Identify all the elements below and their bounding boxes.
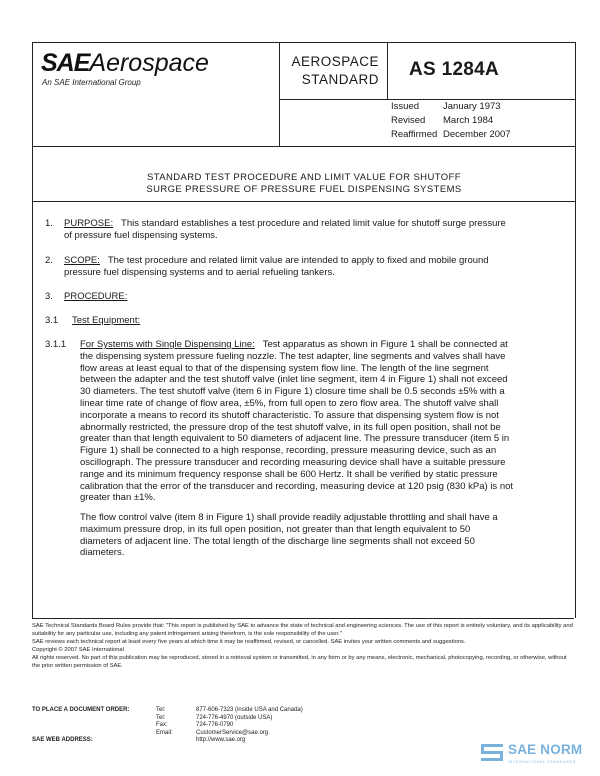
footer-rights: All rights reserved. No part of this publication may be reproduced, stored in a retrieval system or transmitted, in any form or by any means, electronic, mechanical, photocopying, recording, or otherwise, without the prior written permission of SAE. [32, 655, 567, 669]
document-body [32, 200, 576, 618]
section-3-1-heading: Test Equipment: [72, 315, 141, 326]
section-3-1-1-number: 3.1.1 [45, 339, 67, 350]
sae-norm-subtext: INTERNATIONAL STANDARDS [508, 760, 576, 764]
section-1-text: PURPOSE: This standard establishes a test procedure and related limit value for shutoff surge pressure of pressure fuel dispensing systems. [64, 218, 506, 241]
standard-type [279, 43, 388, 100]
web-label: SAE WEB ADDRESS: [32, 737, 93, 744]
document-number: AS 1284A [409, 59, 500, 80]
document-number-cell [387, 43, 575, 100]
section-2-text: SCOPE: The test procedure and related limit value are intended to apply to fixed and mobile ground pressure fuel dispensing systems and to aerial refueling tankers. [64, 255, 489, 278]
logo-aerospace-text: Aerospace [89, 49, 209, 77]
footer-rules: SAE Technical Standards Board Rules provide that: "This report is published by SAE to advance the state of technical and engineering sciences. The use of this report is entirely voluntary, and its applicability and suitability for any particular use, including any patent infringement arising therefrom, is the sole responsibility of the user." [32, 623, 573, 637]
section-1-number: 1. [45, 218, 53, 229]
sae-aerospace-logo [33, 43, 280, 147]
sae-norm-logo-icon [480, 742, 506, 764]
document-title-box [32, 146, 576, 202]
section-1-heading: PURPOSE: [64, 218, 114, 229]
section-2-heading: SCOPE: [64, 255, 100, 266]
date-label: Revised [391, 115, 426, 126]
order-label: TO PLACE A DOCUMENT ORDER: [32, 707, 130, 713]
date-value: January 1973 [443, 101, 501, 112]
logo-subtitle: An SAE International Group [42, 78, 141, 87]
contact-label: Tel: [156, 714, 166, 721]
date-row-reaffirmed [391, 128, 511, 142]
logo-sae-text: SAE [41, 49, 90, 77]
contact-row [32, 715, 303, 723]
section-3-1-1-text-2: The flow control valve (item 8 in Figure 1) shall provide readily adjustable throttling and shall have a maximum pressure drop, in its full open position, not greater than that length equivalent to 50 diameters of adjacent line. The total length of the discharge line segments shall not exceed 50 diameters. [80, 512, 498, 559]
standard-line-1: AEROSPACE [291, 54, 379, 69]
footer-notice [32, 618, 574, 670]
contact-row [32, 737, 303, 745]
footer-copyright: Copyright © 2007 SAE International [32, 647, 124, 653]
section-3-1-number: 3.1 [45, 315, 59, 326]
contact-email[interactable]: CustomerService@sae.org [196, 729, 269, 736]
footer-review: SAE reviews each technical report at least every five years at which time it may be reaffirmed, revised, or cancelled. SAE invites your written comments and suggestions. [32, 639, 466, 645]
section-3-heading: PROCEDURE: [64, 291, 128, 302]
contact-label: Fax: [156, 722, 168, 729]
date-row-revised [391, 114, 511, 128]
standard-line-2: STANDARD [301, 72, 379, 87]
title-line-1: STANDARD TEST PROCEDURE AND LIMIT VALUE FOR SHUTOFF [147, 172, 461, 183]
date-label: Reaffirmed [391, 129, 438, 140]
date-value: March 1984 [443, 115, 494, 126]
section-3-1-1-heading: For Systems with Single Dispensing Line: [80, 339, 255, 350]
contact-value: 724-776-4970 (outside USA) [196, 714, 273, 721]
date-row-issued [391, 100, 511, 114]
section-1-purpose [64, 218, 564, 242]
order-contacts [32, 707, 303, 745]
section-3-number: 3. [45, 291, 53, 302]
document-dates [391, 100, 511, 142]
document-header [32, 42, 576, 147]
contact-label: Tel: [156, 707, 166, 713]
section-3-1-1-text: For Systems with Single Dispensing Line: Test apparatus as shown in Figure 1 shall be connected at the dispensing system pressure fueling nozzle. The test adapter, line segments and valves shall have flow areas at least equal to that of the dispensing system flow line. The length of the line segment between the adapter and the test shutoff valve (inlet line segment, item 4 in Figure 1) shall not exceed 30 diameters. The test shutoff valve (item 6 in Figure 1) closure time shall be 0.5 seconds ±5% with a linear time rate of change of flow area, ±5%, from full open to zero flow area. The shutoff valve shall incorporate a means to record its shutoff characteristic. To assure that dispensing system flow is not abnormally restricted, the pressure drop of the test shutoff valve, in its full open position, shall not be greater than that length equivalent to 50 diameters of adjacent line. The pressure transducer (item 5 in Figure 1) shall be connected to a high response, recording, pressure measuring device, such as an oscillograph. The pressure transducer and recording measuring device shall have a suitable pressure range and its minimum frequency response shall be 600 Hertz. It shall be verified by static pressure calibration that the error of the transducer and recording, measuring device at 120 psig (830 kPa) is not greater than ±1%. [80, 339, 514, 504]
title-line-2: SURGE PRESSURE OF PRESSURE FUEL DISPENSING SYSTEMS [146, 184, 462, 195]
document-title [33, 172, 575, 196]
contact-value: 724-776-0790 [196, 722, 234, 729]
sae-norm-text: SAE NORM [508, 742, 583, 757]
section-2-number: 2. [45, 255, 53, 266]
contact-row [32, 722, 303, 730]
date-label: Issued [391, 101, 419, 112]
contact-label: Email: [156, 729, 173, 736]
section-2-scope [64, 255, 564, 279]
contact-row [32, 707, 303, 715]
contact-value: 877-606-7323 (inside USA and Canada) [196, 707, 303, 713]
section-3-1-1 [80, 339, 574, 504]
contact-row [32, 730, 303, 738]
sae-norm-watermark [480, 740, 583, 768]
date-value: December 2007 [443, 129, 511, 140]
web-address-link[interactable]: http://www.sae.org [196, 737, 246, 744]
